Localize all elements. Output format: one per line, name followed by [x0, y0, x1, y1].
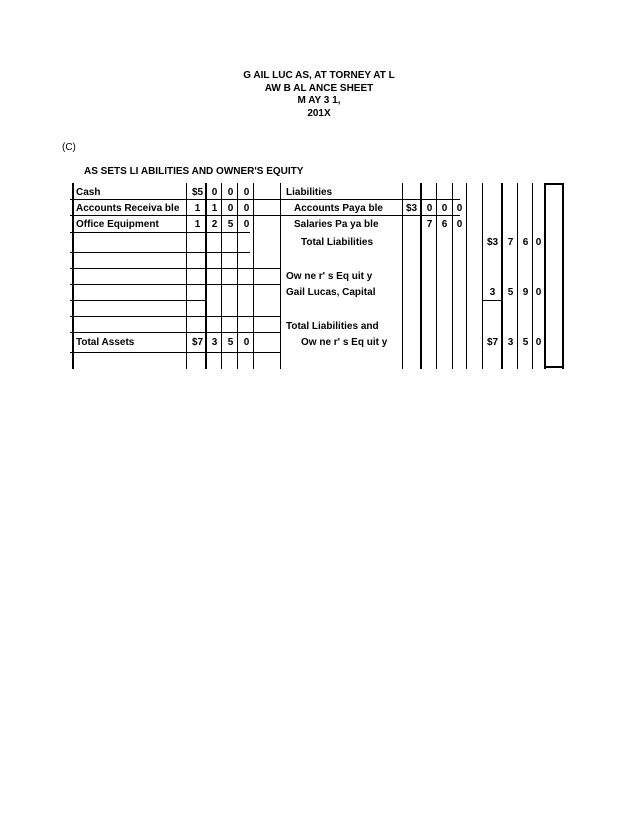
- total-liabilities-digit: 6: [522, 237, 529, 248]
- row-rule: [70, 252, 250, 253]
- column-rule: [72, 183, 74, 369]
- cash-digit: 0: [211, 187, 218, 198]
- total-equity-digit: $7: [486, 337, 499, 348]
- row-rule: [70, 199, 460, 200]
- liability-label-salaries-payable: Salaries Pa ya ble: [294, 219, 379, 230]
- column-rule: [532, 183, 533, 369]
- total-equity-digit: 3: [507, 337, 514, 348]
- capital-digit: 9: [522, 287, 529, 298]
- total-assets-label: Total Assets: [76, 337, 135, 348]
- title-line-4: 201X: [307, 107, 331, 119]
- row-rule: [70, 215, 460, 216]
- asset-label-office-equipment: Office Equipment: [76, 219, 159, 230]
- column-rule: [205, 183, 207, 369]
- capital-digit: 5: [507, 287, 514, 298]
- total-liabilities-digit: $3: [486, 237, 499, 248]
- row-rule: [70, 352, 280, 353]
- column-rule: [186, 183, 187, 369]
- cash-digit: 0: [227, 187, 234, 198]
- total-assets-digit: 5: [227, 337, 234, 348]
- column-subheading: AS SETS LI ABILITIES AND OWNER'S EQUITY: [84, 166, 304, 177]
- liabilities-heading: Liabilities: [286, 187, 333, 198]
- title-line-3: M AY 3 1,: [297, 95, 341, 106]
- column-rule: [436, 183, 437, 369]
- row-rule: [482, 300, 502, 301]
- ar-digit: 0: [243, 203, 250, 214]
- cash-digit: 0: [243, 187, 250, 198]
- total-liabilities-label: Total Liabilities: [301, 237, 374, 248]
- capital-digit: 3: [489, 287, 496, 298]
- total-equity-digit: 5: [522, 337, 529, 348]
- column-rule: [517, 183, 518, 369]
- total-assets-digit: 3: [211, 337, 218, 348]
- column-rule: [466, 183, 467, 369]
- capital-digit: 0: [535, 287, 542, 298]
- total-assets-digit: 0: [243, 337, 250, 348]
- row-rule: [70, 316, 280, 317]
- title-line-2: AW B AL ANCE SHEET: [264, 82, 374, 94]
- ap-digit: 0: [426, 203, 433, 214]
- equipment-digit: 2: [211, 219, 218, 230]
- ar-digit: 1: [211, 203, 218, 214]
- ap-digit: $3: [405, 203, 418, 214]
- asset-label-cash: Cash: [76, 187, 101, 198]
- column-rule: [420, 183, 422, 369]
- salaries-digit: 0: [456, 219, 463, 230]
- asset-label-accounts-receivable: Accounts Receiva ble: [76, 203, 180, 214]
- report-title: [0, 70, 638, 120]
- ar-digit: 0: [227, 203, 234, 214]
- liability-label-accounts-payable: Accounts Paya ble: [294, 203, 383, 214]
- ar-digit: 1: [194, 203, 201, 214]
- ap-digit: 0: [456, 203, 463, 214]
- column-rule: [482, 183, 483, 369]
- row-rule: [544, 183, 564, 185]
- total-assets-digit: $7: [191, 337, 204, 348]
- cash-digit: $5: [191, 187, 204, 198]
- total-liabilities-digit: 0: [535, 237, 542, 248]
- salaries-digit: 7: [426, 219, 433, 230]
- equipment-digit: 1: [194, 219, 201, 230]
- section-label: (C): [62, 142, 76, 153]
- column-rule: [402, 183, 403, 369]
- total-liabilities-and-label: Total Liabilities and: [286, 321, 379, 332]
- equipment-digit: 5: [227, 219, 234, 230]
- column-rule: [562, 183, 564, 369]
- column-rule: [501, 183, 503, 369]
- column-rule: [280, 183, 281, 369]
- column-rule: [544, 183, 546, 369]
- ap-digit: 0: [441, 203, 448, 214]
- owners-equity-total-label: Ow ne r' s Eq uit y: [301, 337, 388, 348]
- title-line-1: G AIL LUC AS, AT TORNEY AT L: [243, 70, 395, 81]
- row-rule: [70, 300, 200, 301]
- row-rule: [70, 268, 280, 269]
- capital-label: Gail Lucas, Capital: [286, 287, 376, 298]
- row-rule: [70, 332, 280, 333]
- column-rule: [221, 183, 222, 369]
- total-liabilities-digit: 7: [507, 237, 514, 248]
- row-rule: [544, 366, 564, 368]
- row-rule: [70, 232, 250, 233]
- column-rule: [237, 183, 238, 369]
- row-rule: [186, 300, 206, 301]
- column-rule: [452, 183, 453, 369]
- total-equity-digit: 0: [535, 337, 542, 348]
- equipment-digit: 0: [243, 219, 250, 230]
- row-rule: [70, 284, 280, 285]
- column-rule: [253, 183, 254, 369]
- salaries-digit: 6: [441, 219, 448, 230]
- owners-equity-heading: Ow ne r' s Eq uit y: [286, 271, 373, 282]
